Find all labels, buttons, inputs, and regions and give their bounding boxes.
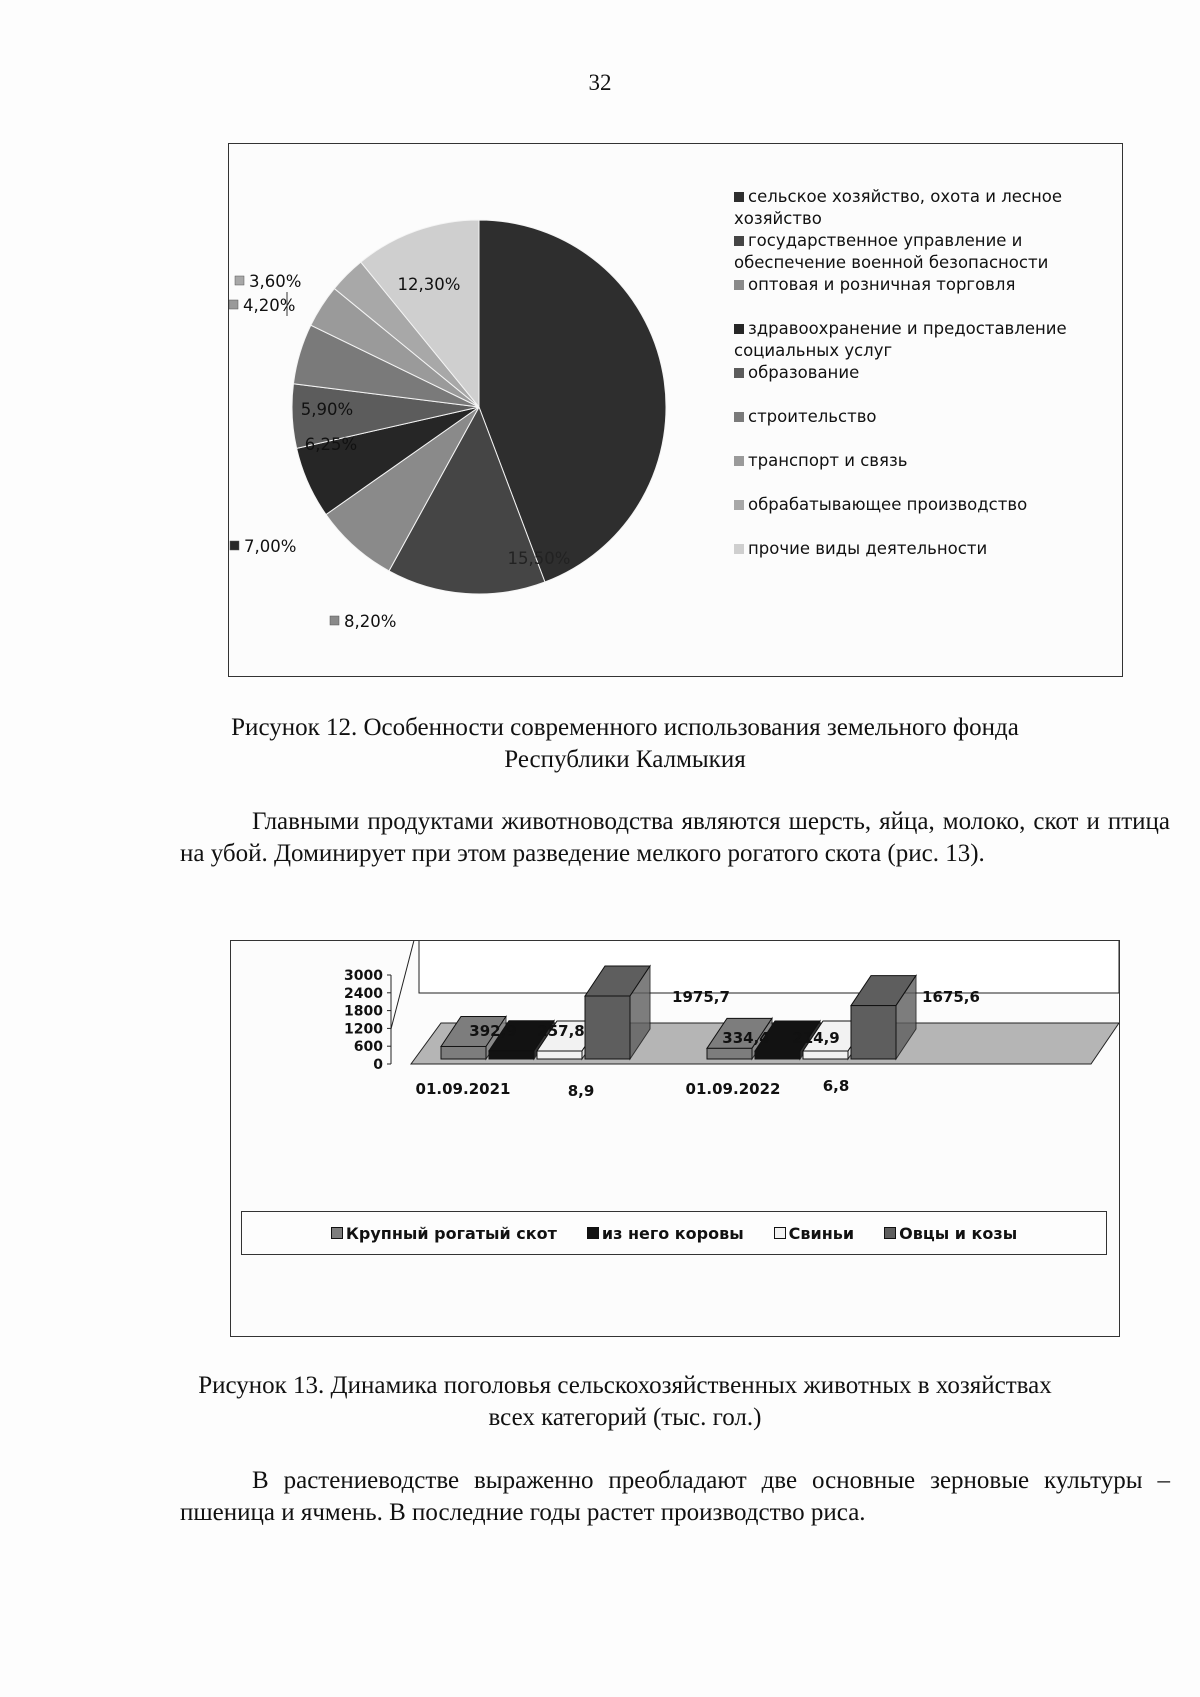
y-tick-label: 0 (373, 1057, 383, 1073)
legend-label: сельское хозяйство, охота и лесное хозяйство (734, 187, 1062, 228)
pie-label-swatch (229, 300, 238, 309)
legend-item (734, 318, 1104, 362)
legend-swatch (734, 324, 744, 334)
bar (489, 1051, 534, 1059)
pie-data-label: 8,20% (344, 612, 397, 631)
legend-swatch (734, 192, 744, 202)
pie-data-label: 6,25% (304, 435, 358, 454)
figure-13-caption: Рисунок 13. Динамика поголовья сельскохозяйственных животных в хозяйствах всех категорий (тыс. гол.) (198, 1372, 1052, 1431)
legend-label: Крупный рогатый скот (345, 1223, 557, 1243)
figure-13-bar-chart (230, 940, 1120, 1337)
bar-chart-svg (231, 941, 1119, 1211)
bar (707, 1048, 752, 1059)
pie-label-swatch (330, 616, 339, 625)
bar (803, 1051, 848, 1059)
bar (851, 1006, 896, 1059)
y-tick-label: 1200 (344, 1021, 383, 1038)
legend-item (734, 362, 1104, 384)
y-tick-label: 3000 (344, 968, 383, 984)
legend-label: здравоохранение и предоставление социальных услуг (734, 319, 1067, 360)
x-category-label: 01.09.2022 (685, 1080, 781, 1098)
legend-item (587, 1224, 744, 1243)
legend-label: транспорт и связь (748, 451, 908, 470)
legend-item (734, 230, 1104, 274)
paragraph-livestock (180, 806, 1170, 870)
legend-swatch (734, 456, 744, 466)
legend-label: строительство (748, 407, 877, 426)
x-category-label: 01.09.2021 (415, 1080, 511, 1098)
bar-legend (241, 1211, 1107, 1255)
pie-label-swatch (230, 541, 239, 550)
bar-data-label: 214,9 (792, 1029, 840, 1047)
legend-label: прочие виды деятельности (748, 539, 988, 558)
page-number: 32 (588, 70, 612, 95)
legend-label: обрабатывающее производство (748, 495, 1028, 514)
legend-swatch (734, 412, 744, 422)
figure-12-caption: Рисунок 12. Особенности современного использования земельного фонда Республики Калмыкия (231, 714, 1019, 773)
bar-data-label: 392,9 (469, 1022, 517, 1040)
legend-swatch (331, 1227, 343, 1239)
paragraph-crops-text: В растениеводстве выраженно преобладают две основные зерновые культуры – пшеница и ячмень. В последние годы растет производство риса. (180, 1467, 1170, 1526)
legend-label: образование (748, 363, 860, 382)
y-tick-label: 2400 (344, 985, 383, 1002)
bar-data-label: 6,8 (822, 1077, 850, 1095)
pie-data-label: 7,00% (244, 537, 297, 556)
y-tick-label: 1800 (344, 1003, 383, 1020)
bar (755, 1051, 800, 1059)
legend-item (734, 274, 1104, 296)
bar-data-label: 8,9 (567, 1082, 595, 1100)
legend-item (331, 1224, 557, 1243)
legend-label: Овцы и козы (899, 1223, 1018, 1243)
bar (537, 1051, 582, 1059)
pie-label-swatch (235, 276, 244, 285)
bar-data-label: 334,4 (722, 1029, 770, 1047)
bar (441, 1046, 486, 1059)
pie-data-label: 12,30% (397, 275, 461, 294)
chart-back-wall (419, 941, 1119, 993)
legend-item (884, 1224, 1017, 1243)
legend-item (734, 538, 1104, 560)
pie-data-label: 3,60% (249, 272, 302, 291)
legend-swatch (734, 500, 744, 510)
bar-data-label: 257,8 (537, 1022, 585, 1040)
figure-12-pie-chart (228, 143, 1123, 677)
pie-data-label: 5,90% (300, 400, 354, 419)
legend-swatch (734, 368, 744, 378)
legend-swatch (774, 1227, 786, 1239)
legend-label: из него коровы (601, 1223, 744, 1243)
legend-swatch (734, 280, 744, 290)
pie-data-label: 4,20% (243, 296, 296, 315)
bar-data-label: 1975,7 (672, 988, 730, 1006)
legend-label: оптовая и розничная торговля (748, 275, 1016, 294)
legend-item (734, 450, 1104, 472)
y-tick-label: 600 (353, 1039, 383, 1056)
legend-swatch (587, 1227, 599, 1239)
chart-side-wall (391, 941, 419, 1029)
paragraph-livestock-text: Главными продуктами животноводства являются шерсть, яйца, молоко, скот и птица на убой. Доминирует при этом разведение мелкого рогатого скота (рис. 13). (180, 808, 1170, 867)
pie-chart-svg (229, 144, 709, 676)
legend-swatch (734, 236, 744, 246)
legend-item (734, 494, 1104, 516)
legend-swatch (734, 544, 744, 554)
bar-data-label: 1675,6 (922, 988, 980, 1006)
legend-swatch (884, 1227, 896, 1239)
legend-label: Свиньи (788, 1223, 855, 1243)
chart-side-edge (391, 941, 419, 1029)
legend-label: государственное управление и обеспечение военной безопасности (734, 231, 1049, 272)
bar (585, 996, 630, 1059)
pie-data-label: 15,50% (507, 549, 571, 568)
paragraph-crops (180, 1465, 1170, 1529)
legend-item (774, 1224, 854, 1243)
legend-item (734, 406, 1104, 428)
legend-item (734, 186, 1104, 230)
